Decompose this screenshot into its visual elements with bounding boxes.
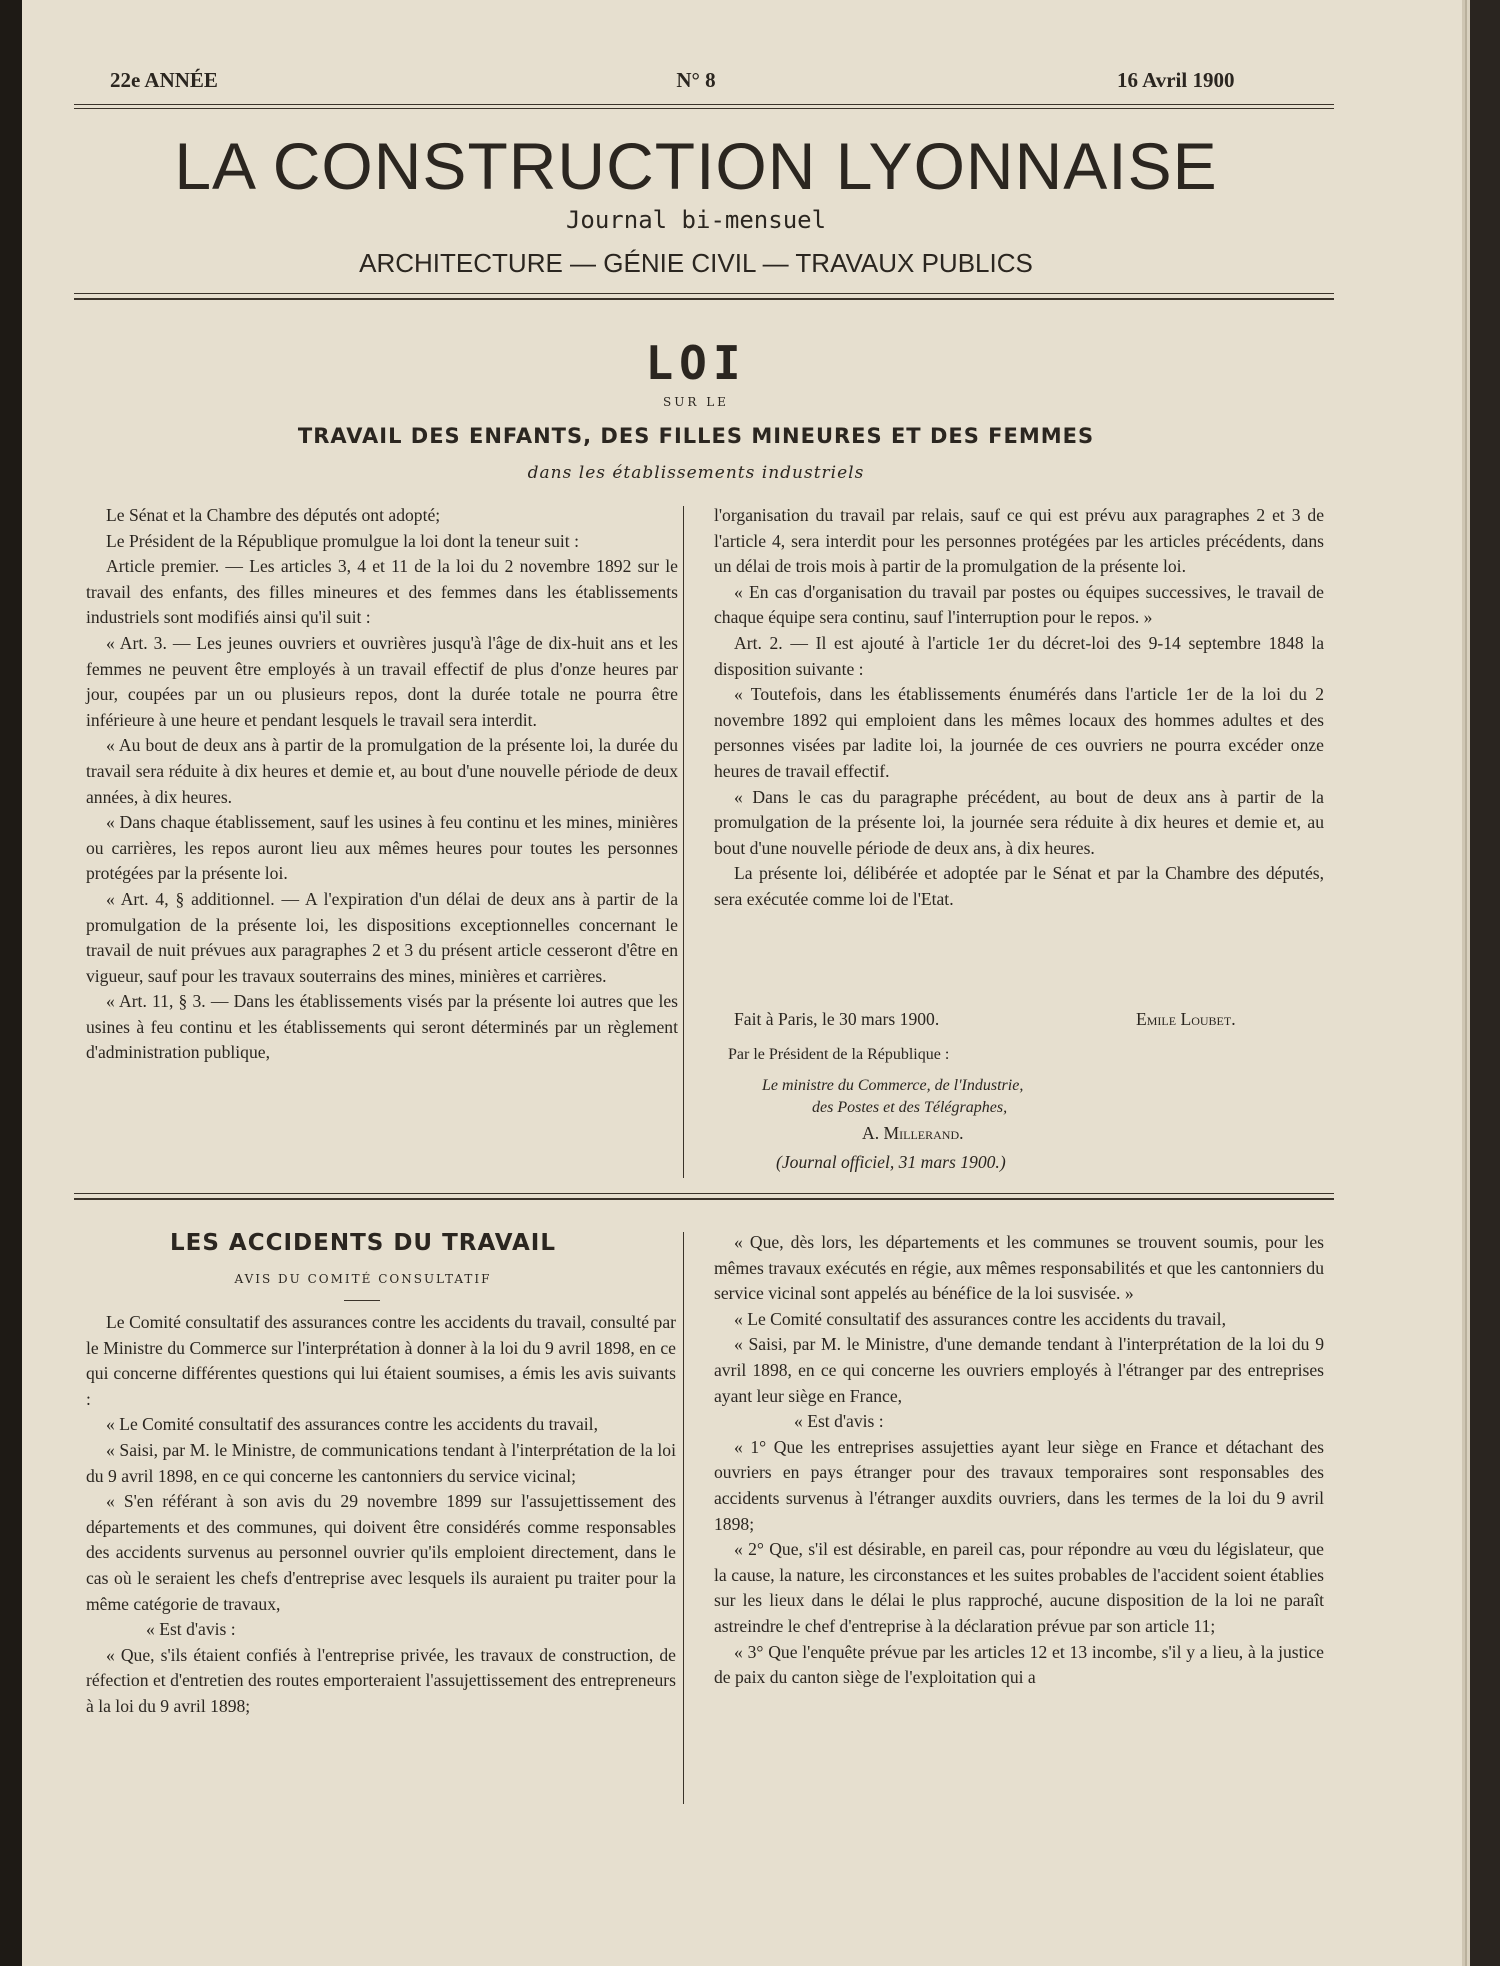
page-binding-edge <box>0 0 22 1966</box>
issue-date: 16 Avril 1900 <box>1117 68 1235 92</box>
paragraph: « S'en référant à son avis du 29 novembre 1899 sur l'assujettissement des départements et des communes, qui doivent être considérés comme responsables des accidents survenus au personnel ouvrier qu'ils emploient directement, dans le cas où le seraient les chefs d'entreprise avec lesquels ils auraient pu traiter pour la même catégorie de travaux, <box>86 1491 676 1614</box>
paragraph: « Le Comité consultatif des assurances contre les accidents du travail, <box>106 1414 598 1435</box>
paragraph: « Que, s'ils étaient confiés à l'entreprise privée, les travaux de construction, de réfection et d'entretien des routes emporteraient l'assujettissement des entrepreneurs à la loi du 9 avril 1898; <box>86 1644 676 1716</box>
masthead-rule-bottom <box>74 293 1334 294</box>
accidents-title: LES ACCIDENTS DU TRAVAIL <box>169 1230 557 1256</box>
paragraph: « Art. 4, § additionnel. — A l'expiration d'un délai de deux ans à partir de la promulgation de la présente loi, les dispositions exceptionnelles concernant le travail de nuit prévues aux paragraphes 2 et 3 du présent article cesseront d'être en vigueur, sauf pour les travaux souterrains des mines, minières et carrières. <box>86 888 678 986</box>
paragraph: « 1° Que les entreprises assujetties ayant leur siège en France et détachant des ouvriers en pays étranger pour des travaux temporaires sont responsables des accidents survenus à l'étranger auxdits ouvriers, dans les termes de la loi du 9 avril 1898; <box>714 1436 1324 1534</box>
signature-place-date: Fait à Paris, le 30 mars 1900. <box>734 1009 940 1029</box>
loi-left-column <box>86 503 678 1066</box>
paragraph: l'organisation du travail par relais, sauf ce qui est prévu aux paragraphes 2 et 3 de l'article 4, sera interdit pour les personnes protégées par les articles précédents, dans un délai de trois mois à partir de la promulgation de la présente loi. <box>714 505 1324 577</box>
section-rule <box>74 1193 1334 1194</box>
paragraph: « Est d'avis : <box>146 1619 236 1640</box>
issue-number: N° 8 <box>676 68 716 92</box>
signature-minister-line1: Le ministre du Commerce, de l'Industrie, <box>762 1077 1024 1094</box>
journal-tagline: ARCHITECTURE — GÉNIE CIVIL — TRAVAUX PUBLICS <box>359 248 1033 278</box>
paragraph: « Art. 3. — Les jeunes ouvriers et ouvrières jusqu'à l'âge de dix-huit ans et les femmes ne peuvent être employés à un travail effectif de plus d'onze heures par jour, coupées par un ou plusieurs repos, dont la durée totale ne pourra être inférieure à une heure et pendant lesquels le travail sera interdit. <box>86 632 678 730</box>
paragraph: « Dans le cas du paragraphe précédent, au bout de deux ans à partir de la promulgation de la présente loi, la journée sera réduite à dix heures et demie et, au bout d'une nouvelle période de deux ans, à dix heures. <box>714 786 1324 858</box>
accidents-column-rule <box>683 1232 684 1804</box>
accidents-left-column <box>86 1310 676 1720</box>
masthead-rule-top <box>74 104 1334 105</box>
paragraph: Le Sénat et la Chambre des députés ont adopté; <box>106 505 441 525</box>
loi-subtitle: TRAVAIL DES ENFANTS, DES FILLES MINEURES ET DES FEMMES <box>297 424 1095 448</box>
paragraph: « Au bout de deux ans à partir de la promulgation de la présente loi, la durée du travail sera réduite à dix heures et demie et, au bout d'une nouvelle période de deux années, à dix heures. <box>86 735 678 807</box>
journal-title: LA CONSTRUCTION LYONNAISE <box>174 129 1218 203</box>
paragraph: « 3° Que l'enquête prévue par les articles 12 et 13 incombe, s'il y a lieu, à la justice de paix du canton siège de l'exploitation qui a <box>714 1641 1324 1688</box>
paragraph: Le Comité consultatif des assurances contre les accidents du travail, consulté par le Ministre du Commerce sur l'interprétation à donner à la loi du 9 avril 1898, en ce qui concerne différentes questions qui lui étaient soumises, a émis les avis suivants : <box>86 1312 676 1409</box>
signature-by-president: Par le Président de la République : <box>728 1046 950 1063</box>
signature-signer: Emile Loubet. <box>1136 1009 1236 1029</box>
paragraph: Art. 2. — Il est ajouté à l'article 1er du décret-loi des 9-14 septembre 1848 la disposition suivante : <box>714 632 1324 679</box>
accidents-subtitle: AVIS DU COMITÉ CONSULTATIF <box>234 1272 492 1286</box>
paragraph: « Toutefois, dans les établissements énumérés dans l'article 1er de la loi du 2 novembre 1892 qui emploient dans les mêmes locaux des hommes adultes et des personnes visées par ladite loi, la journée de ces ouvriers ne pourra excéder onze heures de travail effectif. <box>714 684 1324 781</box>
signature-minister-name: A. Millerand. <box>862 1123 964 1143</box>
section-rule-2 <box>74 1198 1334 1200</box>
paragraph: « En cas d'organisation du travail par postes ou équipes successives, le travail de chaque équipe sera continu, sauf l'interruption pour le repos. » <box>714 581 1324 628</box>
page-stack-edge <box>1462 0 1470 1966</box>
masthead-rule-bottom-2 <box>74 298 1334 300</box>
signature-source: (Journal officiel, 31 mars 1900.) <box>776 1152 1006 1172</box>
paragraph: « Saisi, par M. le Ministre, de communications tendant à l'interprétation de la loi du 9 avril 1898, en ce qui concerne les cantonniers du service vicinal; <box>86 1439 676 1486</box>
paragraph: « Saisi, par M. le Ministre, d'une demande tendant à l'interprétation de la loi du 9 avril 1898, en ce qui concerne les ouvriers employés à l'étranger par des entreprises ayant leur siège en France, <box>714 1334 1324 1406</box>
paragraph: Article premier. — Les articles 3, 4 et 11 de la loi du 2 novembre 1892 sur le travail des enfants, des filles mineures et des femmes dans les établissements industriels sont modifiés ainsi qu'il suit : <box>86 556 678 628</box>
loi-heading: LOI <box>645 336 747 390</box>
loi-subtitle-italic: dans les établissements industriels <box>527 463 865 483</box>
masthead-rule-top-2 <box>74 108 1334 109</box>
loi-column-rule <box>683 506 684 1178</box>
paragraph: La présente loi, délibérée et adoptée par le Sénat et par la Chambre des députés, sera exécutée comme loi de l'Etat. <box>714 863 1324 909</box>
paragraph: « Est d'avis : <box>794 1411 884 1432</box>
accidents-dash <box>344 1300 380 1301</box>
loi-right-column <box>714 503 1324 913</box>
paragraph: « Que, dès lors, les départements et les communes se trouvent soumis, pour les mêmes travaux exécutés en régie, aux mêmes responsabilités et que les cantonniers du service vicinal sont appelés au bénéfice de la loi susvisée. » <box>714 1232 1324 1304</box>
accidents-right-column <box>714 1230 1324 1691</box>
paragraph: « Le Comité consultatif des assurances contre les accidents du travail, <box>734 1308 1226 1329</box>
journal-subtitle: Journal bi-mensuel <box>565 206 827 234</box>
issue-year: 22e ANNÉE <box>110 68 218 92</box>
paragraph: « Dans chaque établissement, sauf les usines à feu continu et les mines, minières ou carrières, les repos auront lieu aux mêmes heures pour toutes les personnes protégées par la présente loi. <box>86 812 678 884</box>
paragraph: « 2° Que, s'il est désirable, en pareil cas, pour répondre au vœu du législateur, que la cause, la nature, les circonstances et les suites probables de l'accident soient établies sur les lieux dans le délai le plus rapproché, aucune disposition de la loi ne paraît astreindre le chef d'entreprise à la déclaration prévue par son article 11; <box>714 1539 1324 1636</box>
paragraph: « Art. 11, § 3. — Dans les établissements visés par la présente loi autres que les usines à feu continu et les établissements qui seront déterminés par un règlement d'administration publique, <box>86 991 678 1063</box>
newspaper-page <box>22 0 1470 1966</box>
signature-minister-line2: des Postes et des Télégraphes, <box>812 1099 1008 1116</box>
loi-sur-le: SUR LE <box>663 395 729 409</box>
paragraph: Le Président de la République promulgue la loi dont la teneur suit : <box>106 530 579 551</box>
